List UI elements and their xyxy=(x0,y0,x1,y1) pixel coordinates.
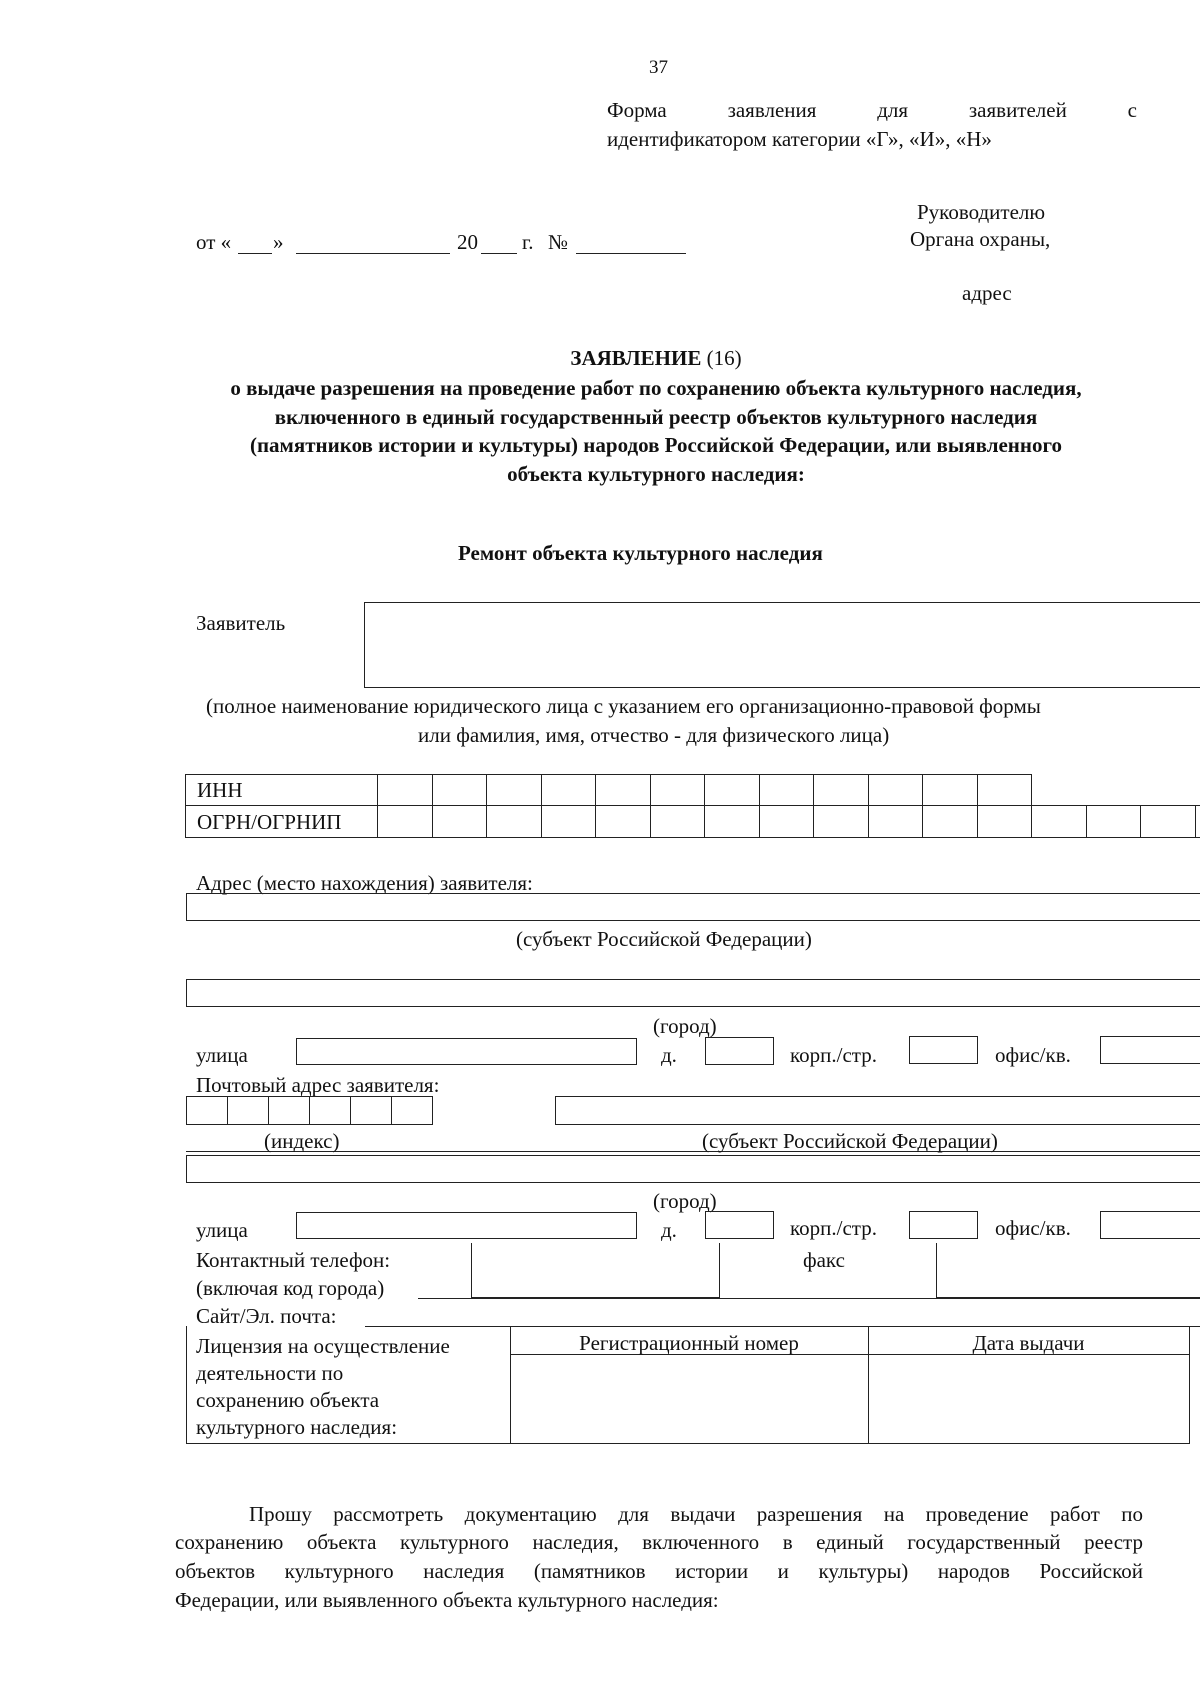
form-caption-word: Форма xyxy=(607,98,667,122)
ogrn-digit-cell[interactable] xyxy=(761,807,812,835)
ogrn-digit-cell[interactable] xyxy=(488,807,539,835)
address-house-label: д. xyxy=(661,1043,677,1067)
ogrn-digit-cell[interactable] xyxy=(597,807,648,835)
form-caption-word: для xyxy=(877,98,909,122)
inn-digit-cell[interactable] xyxy=(652,776,703,804)
postal-street-field[interactable] xyxy=(296,1212,637,1239)
postal-index-cell[interactable] xyxy=(391,1096,433,1125)
ogrn-digit-cell[interactable] xyxy=(979,807,1030,835)
date-year-field[interactable] xyxy=(481,253,517,254)
fax-field[interactable] xyxy=(936,1243,1200,1298)
address-street-field[interactable] xyxy=(296,1038,637,1065)
applicant-label: Заявитель xyxy=(196,611,286,635)
postal-index-cell[interactable] xyxy=(268,1096,310,1125)
ogrn-label: ОГРН/ОГРНИП xyxy=(197,810,342,834)
addressee-line1: Руководителю xyxy=(917,200,1046,224)
request-line: сохранению объекта культурного наследия, включенного в единый государственный реестр xyxy=(175,1530,1143,1554)
title-heading-number: (16) xyxy=(706,346,742,370)
license-label-line: сохранению объекта xyxy=(196,1388,380,1412)
ogrn-digit-cell[interactable] xyxy=(924,807,975,835)
postal-index-cell[interactable] xyxy=(309,1096,351,1125)
form-caption-line2: идентификатором категории «Г», «И», «Н» xyxy=(607,127,992,151)
applicant-hint-line2: или фамилия, имя, отчество - для физического лица) xyxy=(418,723,890,747)
request-line: объектов культурного наследия (памятников истории и культуры) народов Российской xyxy=(175,1559,1143,1583)
address-office-label: офис/кв. xyxy=(995,1043,1071,1067)
postal-index-cell[interactable] xyxy=(227,1096,269,1125)
postal-house-label: д. xyxy=(661,1218,677,1242)
postal-building-field[interactable] xyxy=(909,1211,978,1239)
addressee-line3: адрес xyxy=(962,281,1012,305)
inn-label: ИНН xyxy=(197,778,243,802)
address-building-label: корп./стр. xyxy=(790,1043,877,1067)
postal-office-label: офис/кв. xyxy=(995,1216,1071,1240)
license-label-line: деятельности по xyxy=(196,1361,344,1385)
date-number-sign: № xyxy=(548,230,569,254)
address-label: Адрес (место нахождения) заявителя: xyxy=(196,871,533,895)
applicant-hint-line1: (полное наименование юридического лица с указанием его организационно-правовой формы xyxy=(206,694,1041,718)
license-label-line: культурного наследия: xyxy=(196,1415,398,1439)
inn-digit-cell[interactable] xyxy=(597,776,648,804)
title-subtitle-line: о выдаче разрешения на проведение работ по сохранению объекта культурного наследия, xyxy=(230,376,1082,400)
inn-digit-cell[interactable] xyxy=(543,776,594,804)
phone-label-line2: (включая код города) xyxy=(196,1276,385,1300)
title-heading xyxy=(0,345,1200,371)
date-year-prefix: 20 xyxy=(457,230,478,254)
inn-digit-cell[interactable] xyxy=(488,776,539,804)
inn-digit-cell[interactable] xyxy=(706,776,757,804)
form-caption-word: заявления xyxy=(727,98,817,122)
postal-index-cell[interactable] xyxy=(350,1096,392,1125)
addressee-line2: Органа охраны, xyxy=(910,227,1051,251)
request-line: Федерации, или выявленного объекта культурного наследия: xyxy=(175,1588,719,1612)
date-year-suffix: г. xyxy=(522,230,534,254)
date-number-field[interactable] xyxy=(576,253,686,254)
form-caption xyxy=(607,97,1137,152)
license-label-line: Лицензия на осуществление xyxy=(196,1334,450,1358)
request-line xyxy=(175,1500,1143,1529)
site-label: Сайт/Эл. почта: xyxy=(196,1304,337,1328)
applicant-name-field[interactable] xyxy=(364,602,1200,688)
ogrn-digit-cell[interactable] xyxy=(543,807,594,835)
inn-digit-cell[interactable] xyxy=(870,776,921,804)
ogrn-digit-cell[interactable] xyxy=(815,807,866,835)
inn-digit-cell[interactable] xyxy=(761,776,812,804)
page-number: 37 xyxy=(649,57,668,78)
address-street-label: улица xyxy=(196,1043,248,1067)
phone-label-line1: Контактный телефон: xyxy=(196,1248,391,1272)
postal-index-field[interactable] xyxy=(186,1096,433,1126)
ogrn-digit-cell[interactable] xyxy=(1142,807,1193,835)
title-subtitle-line: объекта культурного наследия: xyxy=(507,462,805,486)
address-office-field[interactable] xyxy=(1100,1036,1200,1064)
ogrn-digit-cell[interactable] xyxy=(379,807,430,835)
postal-city-hint: (город) xyxy=(653,1189,717,1213)
postal-house-field[interactable] xyxy=(705,1211,774,1239)
postal-index-hint: (индекс) xyxy=(264,1129,340,1153)
license-label xyxy=(196,1333,450,1441)
postal-subject-field[interactable] xyxy=(555,1096,1200,1125)
phone-field[interactable] xyxy=(471,1243,719,1298)
work-type: Ремонт объекта культурного наследия xyxy=(458,541,823,565)
ogrn-digit-cell[interactable] xyxy=(1088,807,1139,835)
date-from-label: от « xyxy=(196,230,232,254)
license-reg-number-field[interactable] xyxy=(512,1356,866,1442)
license-issue-date-field[interactable] xyxy=(870,1356,1188,1442)
postal-subject-hint: (субъект Российской Федерации) xyxy=(702,1129,998,1153)
address-city-field[interactable] xyxy=(186,979,1200,1007)
postal-office-field[interactable] xyxy=(1100,1211,1200,1239)
request-line-text: Прошу рассмотреть документацию для выдачи разрешения на проведение работ по xyxy=(249,1502,1143,1526)
ogrn-digit-cell[interactable] xyxy=(706,807,757,835)
inn-digit-cell[interactable] xyxy=(979,776,1030,804)
date-month-field[interactable] xyxy=(296,253,450,254)
inn-digit-cell[interactable] xyxy=(815,776,866,804)
address-building-field[interactable] xyxy=(909,1036,978,1064)
id-grid xyxy=(185,774,1200,839)
ogrn-digit-cell[interactable] xyxy=(434,807,485,835)
postal-index-cell[interactable] xyxy=(186,1096,228,1125)
postal-label: Почтовый адрес заявителя: xyxy=(196,1073,440,1097)
address-house-field[interactable] xyxy=(705,1037,774,1065)
inn-digit-cell[interactable] xyxy=(924,776,975,804)
fax-label: факс xyxy=(803,1248,845,1272)
address-subject-field[interactable] xyxy=(186,893,1200,921)
date-day-field[interactable] xyxy=(238,253,272,254)
site-field[interactable] xyxy=(365,1326,1200,1327)
postal-street-label: улица xyxy=(196,1218,248,1242)
license-col-reg-number: Регистрационный номер xyxy=(579,1331,799,1355)
form-caption-word: с xyxy=(1127,98,1137,122)
address-subject-hint: (субъект Российской Федерации) xyxy=(516,927,812,951)
ogrn-digit-cell[interactable] xyxy=(870,807,921,835)
ogrn-digit-cell[interactable] xyxy=(652,807,703,835)
title-heading-text: ЗАЯВЛЕНИЕ xyxy=(570,346,702,370)
inn-digit-cell[interactable] xyxy=(379,776,430,804)
date-close-quote: » xyxy=(273,230,284,254)
inn-digit-cell[interactable] xyxy=(434,776,485,804)
ogrn-digit-cell[interactable] xyxy=(1033,807,1084,835)
address-city-hint: (город) xyxy=(653,1014,717,1038)
title-subtitle-line: включенного в единый государственный реестр объектов культурного наследия xyxy=(274,405,1038,429)
title-subtitle-line: (памятников истории и культуры) народов Российской Федерации, или выявленного xyxy=(249,433,1063,457)
form-caption-word: заявителей xyxy=(968,98,1067,122)
postal-building-label: корп./стр. xyxy=(790,1216,877,1240)
postal-city-field[interactable] xyxy=(186,1155,1200,1183)
license-col-issue-date: Дата выдачи xyxy=(972,1331,1085,1355)
